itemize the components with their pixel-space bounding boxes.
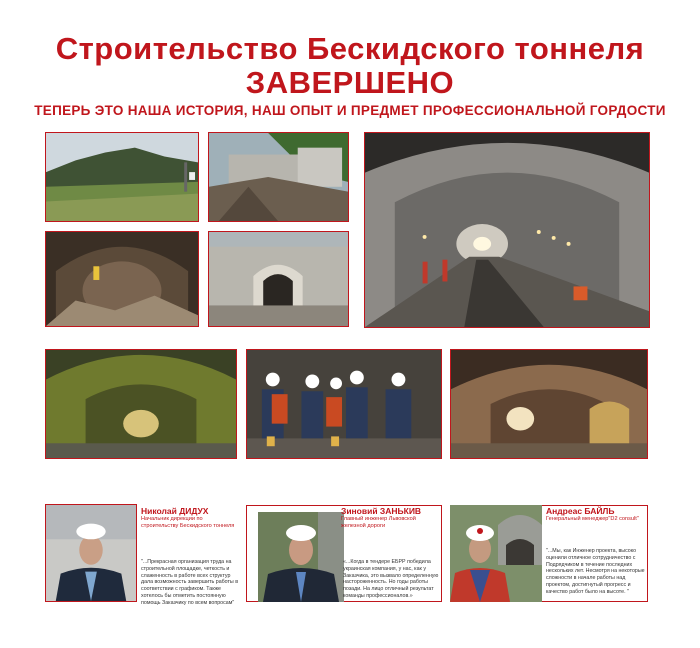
person-name: Андреас БАЙЛЬ [546, 506, 615, 516]
portrait-bail [450, 505, 542, 602]
photo-tunnel-excavation [45, 231, 199, 327]
person-role: Генеральный менеджер"D2 consult" [546, 516, 639, 522]
person-quote: "...Мы, как Инженер проекта, высоко оценили отличное сотрудничество с Подрядчиком в течение последних нескольких лет. Несмотря на некоторые сложности в начале работы над проектом, достигнутый прогресс и качество работ было на высоте. " [546, 548, 645, 595]
photo-tunnel-lining [450, 349, 648, 459]
photo-mountain-landscape [45, 132, 199, 222]
title-line-2: ЗАВЕРШЕНО [245, 65, 455, 100]
page-subtitle: ТЕПЕРЬ ЭТО НАША ИСТОРИЯ, НАШ ОПЫТ И ПРЕДМЕТ ПРОФЕССИОНАЛЬНОЙ ГОРДОСТИ [34, 103, 666, 118]
page-title [0, 32, 700, 100]
person-role: Главный инженер Львовской железной дороги [341, 516, 416, 529]
portrait-zankiv [258, 512, 344, 602]
photo-finished-tunnel [364, 132, 650, 328]
person-quote: «...Когда в тендере ЕБРР победила украинская компания, у нас, как у Заказчика, это вызвало определенную настороженность. Но годы работы позади. На лицо отличный результат команды профессионалов.» [343, 559, 439, 599]
person-name: Зиновий ЗАНЬКИВ [341, 506, 422, 516]
photo-tunnel-portal [208, 231, 349, 327]
title-line-1: Строительство Бескидского тоннеля [55, 31, 645, 66]
portrait-didukh [45, 504, 137, 602]
person-quote: "...Прекрасная организация труда на строительной площадке, четкость и слаженность в работе всех структур дала возможность завершить работы в соответствии с графиком. Также хотелось бы отметить постоянную помощь Заказчику по всем вопросам" [141, 559, 239, 606]
person-name: Николай ДИДУХ [141, 506, 209, 516]
photo-engineers-group [246, 349, 442, 459]
photo-portal-construction [208, 132, 349, 222]
photo-formwork-tunnel [45, 349, 237, 459]
person-role: Начальник дирекции по строительству Бескидского тоннеля [141, 516, 235, 529]
